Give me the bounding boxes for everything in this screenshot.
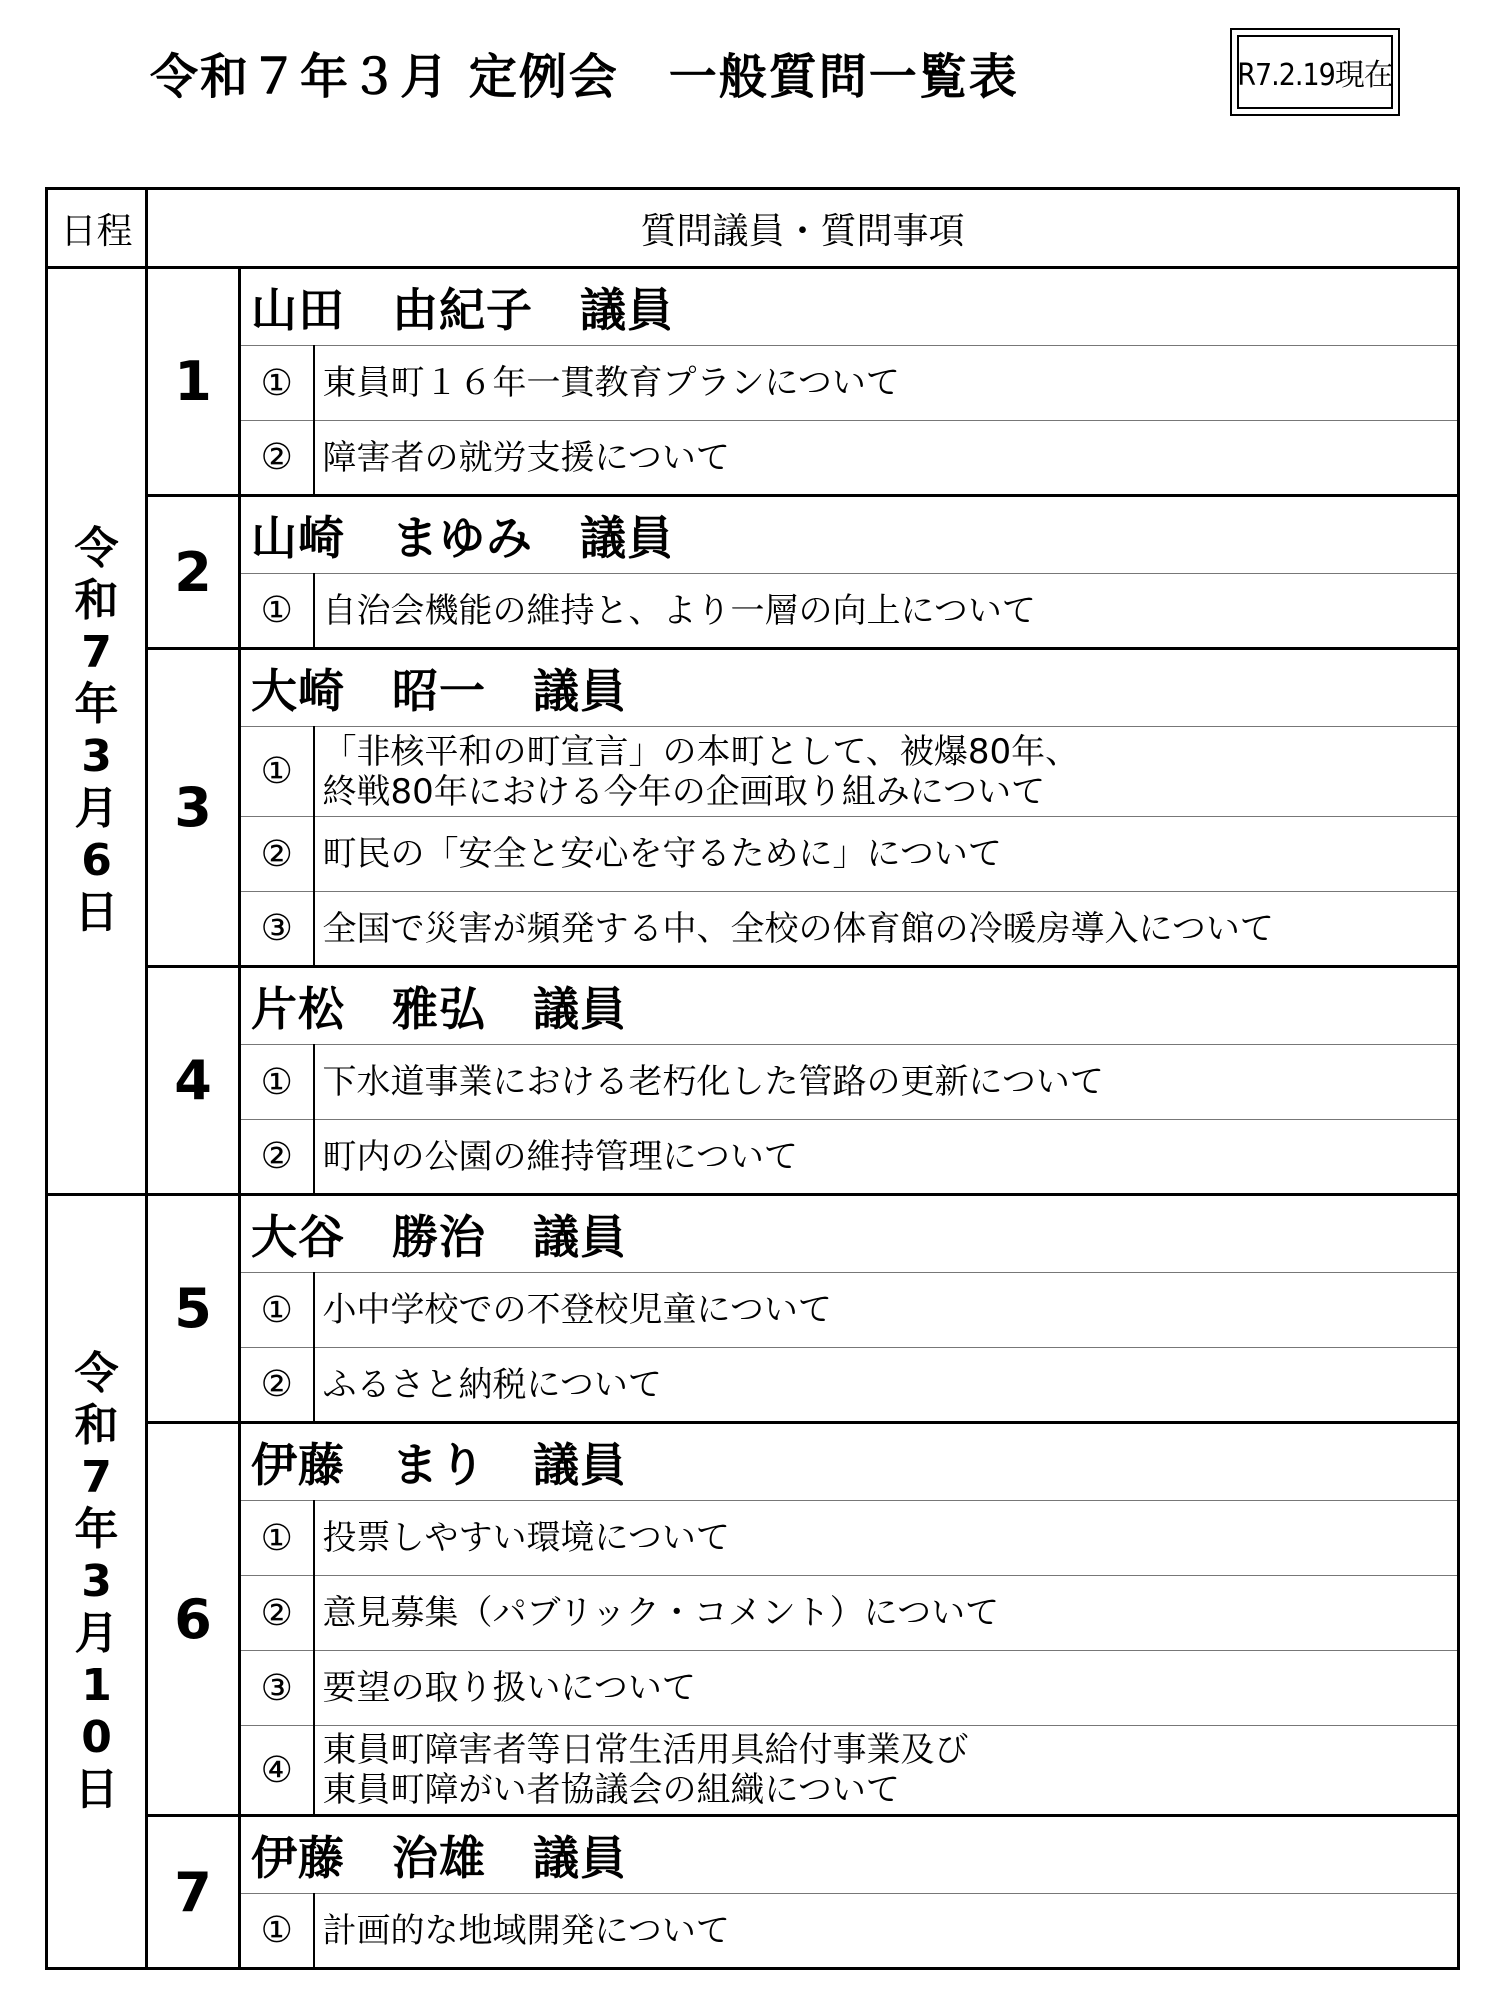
question-item-row: [47, 727, 1459, 817]
question-item-text: [314, 1273, 1459, 1348]
question-item-marker: ①: [240, 1894, 314, 1969]
speaker-name: 山崎 まゆみ 議員: [240, 496, 1459, 574]
session-date-cell: [47, 268, 147, 1195]
question-item-marker: ①: [240, 1273, 314, 1348]
header-date: 日程: [47, 189, 147, 268]
question-item-text: [314, 817, 1459, 892]
status-stamp-text: R7.2.19現在: [1237, 35, 1393, 109]
question-item-marker: ②: [240, 421, 314, 496]
question-item-line: 自治会機能の維持と、より一層の向上について: [322, 590, 1036, 631]
speaker-name-row: [47, 967, 1459, 1045]
speaker-name: 大谷 勝治 議員: [240, 1195, 1459, 1273]
question-item-line: 下水道事業における老朽化した管路の更新について: [322, 1062, 1104, 1102]
question-item-text: [314, 1045, 1459, 1120]
session-date-char: 年: [74, 1503, 119, 1555]
question-item-text: [314, 1651, 1459, 1726]
question-item-marker: ②: [240, 1120, 314, 1195]
question-item-row: [47, 346, 1459, 421]
session-date-char: 日: [74, 887, 119, 938]
question-item-text: [314, 1576, 1459, 1651]
speaker-order-number: 7: [147, 1816, 240, 1969]
speaker-name-row: [47, 496, 1459, 574]
session-date-char: 0: [81, 1711, 112, 1763]
question-item-row: [47, 421, 1459, 496]
question-item-row: [47, 1045, 1459, 1120]
question-item-line: 投票しやすい環境について: [322, 1518, 730, 1558]
question-item-marker: ③: [240, 1651, 314, 1726]
session-date-char: 3: [81, 731, 112, 782]
speaker-name: 片松 雅弘 議員: [240, 967, 1459, 1045]
speaker-name-row: [47, 1423, 1459, 1501]
question-item-text: [314, 892, 1459, 967]
session-date-cell: [47, 1195, 147, 1969]
speaker-name-row: [47, 1195, 1459, 1273]
status-stamp: [1230, 28, 1400, 116]
question-item-text: [314, 1894, 1459, 1969]
header-questions: 質問議員・質問事項: [147, 189, 1459, 268]
question-item-marker: ①: [240, 727, 314, 817]
question-item-row: [47, 817, 1459, 892]
speaker-name: 大崎 昭一 議員: [240, 649, 1459, 727]
speaker-order-number: 6: [147, 1423, 240, 1816]
question-item-marker: ③: [240, 892, 314, 967]
session-date-char: 3: [81, 1555, 112, 1607]
question-item-line: 要望の取り扱いについて: [322, 1668, 696, 1708]
session-date-char: 月: [74, 1607, 119, 1659]
session-date-char: 6: [81, 835, 112, 886]
speaker-order-number: 4: [147, 967, 240, 1195]
speaker-order-number: 3: [147, 649, 240, 967]
session-date-char: 7: [81, 1451, 112, 1503]
session-date-char: 令: [74, 1347, 119, 1399]
speaker-name: 伊藤 治雄 議員: [240, 1816, 1459, 1894]
question-item-line: 町内の公園の維持管理について: [322, 1136, 798, 1177]
speaker-name: 山田 由紀子 議員: [240, 268, 1459, 346]
question-schedule-table: [45, 187, 1460, 1970]
question-item-line: 意見募集（パブリック・コメント）について: [322, 1593, 1000, 1633]
question-item-text: [314, 1726, 1459, 1816]
speaker-order-number: 1: [147, 268, 240, 496]
table-header-row: [47, 189, 1459, 268]
question-item-row: [47, 1120, 1459, 1195]
session-date-char: 令: [74, 523, 119, 574]
question-item-marker: ②: [240, 1576, 314, 1651]
question-item-line: 町民の「安全と安心を守るために」について: [322, 834, 1002, 874]
question-item-line: 障害者の就労支援について: [322, 437, 730, 478]
question-item-line: 全国で災害が頻発する中、全校の体育館の冷暖房導入について: [322, 908, 1274, 949]
question-item-line: 東員町障害者等日常生活用具給付事業及び: [322, 1730, 969, 1770]
question-item-marker: ②: [240, 1348, 314, 1423]
question-item-marker: ①: [240, 346, 314, 421]
question-item-line: 東員町障がい者協議会の組織について: [322, 1770, 900, 1810]
session-date-char: 7: [81, 627, 112, 678]
question-item-row: [47, 1726, 1459, 1816]
question-item-text: [314, 574, 1459, 649]
session-date-char: 年: [74, 679, 119, 730]
question-item-marker: ①: [240, 1045, 314, 1120]
question-item-row: [47, 892, 1459, 967]
question-item-text: [314, 727, 1459, 817]
question-item-text: [314, 1120, 1459, 1195]
question-item-text: [314, 346, 1459, 421]
speaker-name-row: [47, 1816, 1459, 1894]
question-item-row: [47, 1651, 1459, 1726]
speaker-name: 伊藤 まり 議員: [240, 1423, 1459, 1501]
question-item-text: [314, 1501, 1459, 1576]
question-item-row: [47, 1894, 1459, 1969]
question-item-marker: ①: [240, 1501, 314, 1576]
question-item-row: [47, 574, 1459, 649]
speaker-name-row: [47, 268, 1459, 346]
question-item-line: 東員町１６年一貫教育プランについて: [322, 363, 900, 403]
question-item-marker: ①: [240, 574, 314, 649]
question-item-line: 小中学校での不登校児童について: [322, 1290, 832, 1330]
session-date-char: 和: [74, 575, 119, 626]
session-date-char: 和: [74, 1399, 119, 1451]
session-date-char: 1: [81, 1659, 112, 1711]
question-item-text: [314, 421, 1459, 496]
question-item-row: [47, 1348, 1459, 1423]
question-item-line: 終戦80年における今年の企画取り組みについて: [322, 771, 1046, 812]
page-title: 令和７年３月 定例会 一般質問一覧表: [150, 49, 1019, 105]
speaker-name-row: [47, 649, 1459, 727]
question-item-marker: ②: [240, 817, 314, 892]
question-item-line: ふるさと納税について: [322, 1364, 662, 1405]
speaker-order-number: 2: [147, 496, 240, 649]
session-date-char: 日: [74, 1763, 119, 1815]
question-item-line: 「非核平和の町宣言」の本町として、被爆80年、: [322, 731, 1080, 772]
question-item-row: [47, 1273, 1459, 1348]
question-item-text: [314, 1348, 1459, 1423]
session-date-char: 月: [74, 783, 119, 834]
question-item-row: [47, 1576, 1459, 1651]
question-item-row: [47, 1501, 1459, 1576]
speaker-order-number: 5: [147, 1195, 240, 1423]
question-item-marker: ④: [240, 1726, 314, 1816]
question-item-line: 計画的な地域開発について: [322, 1910, 730, 1951]
